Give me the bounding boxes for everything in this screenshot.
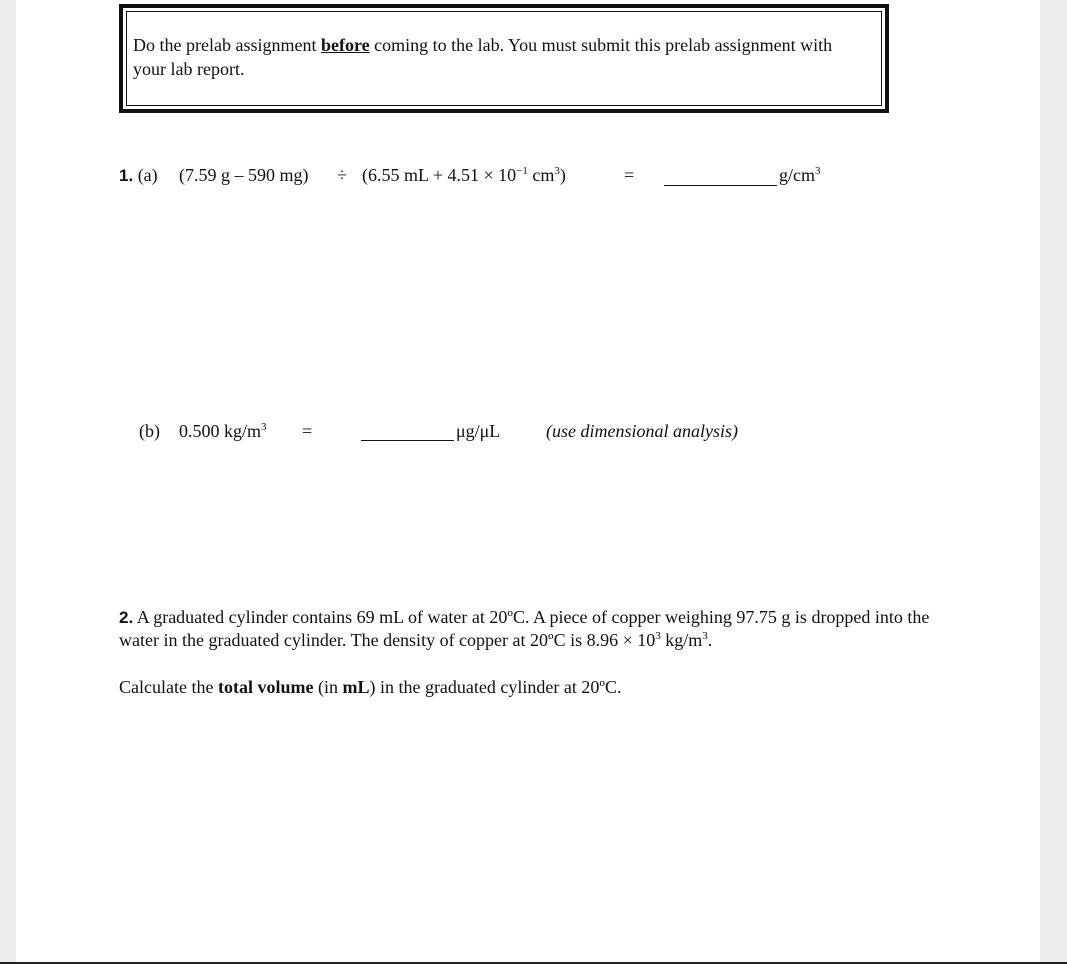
q2-period: . (707, 630, 713, 650)
question-2-instruction (119, 676, 939, 699)
part-a-label: (a) (137, 165, 158, 185)
part-a-equals (624, 165, 634, 186)
cm-unit: cm (527, 165, 555, 185)
operator: ÷ (337, 165, 347, 185)
exp-3: 3 (554, 165, 560, 177)
question-2-number: 2. (119, 608, 134, 627)
answer-blank-b[interactable] (361, 440, 454, 441)
expr-right-main: (6.55 mL + 4.51 × 10 (362, 165, 517, 185)
q2-exp: 3 (655, 630, 661, 642)
exp-neg1: −1 (516, 165, 528, 177)
part-a-expression-left (179, 165, 309, 186)
part-b-equals (302, 421, 312, 442)
calc-suffix: ) in the graduated cylinder at 20ºC. (369, 677, 622, 697)
equals-sign-b: = (302, 421, 313, 441)
q2-body: A graduated cylinder contains 69 mL of water at 20ºC. A piece of copper weighing 97.75 g is dropped into the water in the graduated cylinder. The density of copper at 20ºC is 8.96 × 10 (119, 607, 930, 650)
equals-sign: = (624, 165, 635, 185)
value-kg-m: 0.500 kg/m (179, 421, 262, 441)
unit-ug-ul: μg/μL (456, 421, 501, 441)
part-b-label: (b) (139, 421, 160, 441)
q2-unit: kg/m (660, 630, 703, 650)
expr-left: (7.59 g – 590 mg) (179, 165, 309, 185)
question-2-text (119, 606, 939, 652)
notice-text-start: Do the prelab assignment (133, 35, 321, 55)
question-1a (119, 165, 158, 186)
question-1-number: 1. (119, 166, 134, 185)
close-paren: ) (559, 165, 566, 185)
calc-prefix: Calculate the (119, 677, 218, 697)
value-exp: 3 (261, 421, 267, 433)
notice-text-end: coming to the lab. You must submit this prelab assignment with your lab report. (133, 35, 833, 79)
question-1b (139, 421, 160, 442)
prelab-notice-box (119, 4, 889, 113)
document-page (16, 0, 1040, 962)
calc-bold-ml: mL (342, 677, 370, 697)
divide-operator (337, 165, 347, 186)
part-b-unit (456, 421, 500, 442)
part-a-expression-right (362, 165, 566, 186)
unit-exp: 3 (815, 165, 821, 177)
hint-text: (use dimensional analysis) (546, 421, 738, 441)
part-b-hint (546, 421, 738, 442)
answer-blank-a[interactable] (664, 185, 777, 186)
prelab-notice-text (133, 33, 833, 81)
notice-emphasis: before (320, 35, 370, 55)
q2-unit-exp: 3 (702, 630, 708, 642)
calc-bold-total-volume: total volume (217, 677, 314, 697)
part-b-value (179, 421, 267, 442)
calc-mid: (in (313, 677, 343, 697)
unit-g-cm: g/cm (779, 165, 815, 185)
part-a-unit (779, 165, 821, 186)
